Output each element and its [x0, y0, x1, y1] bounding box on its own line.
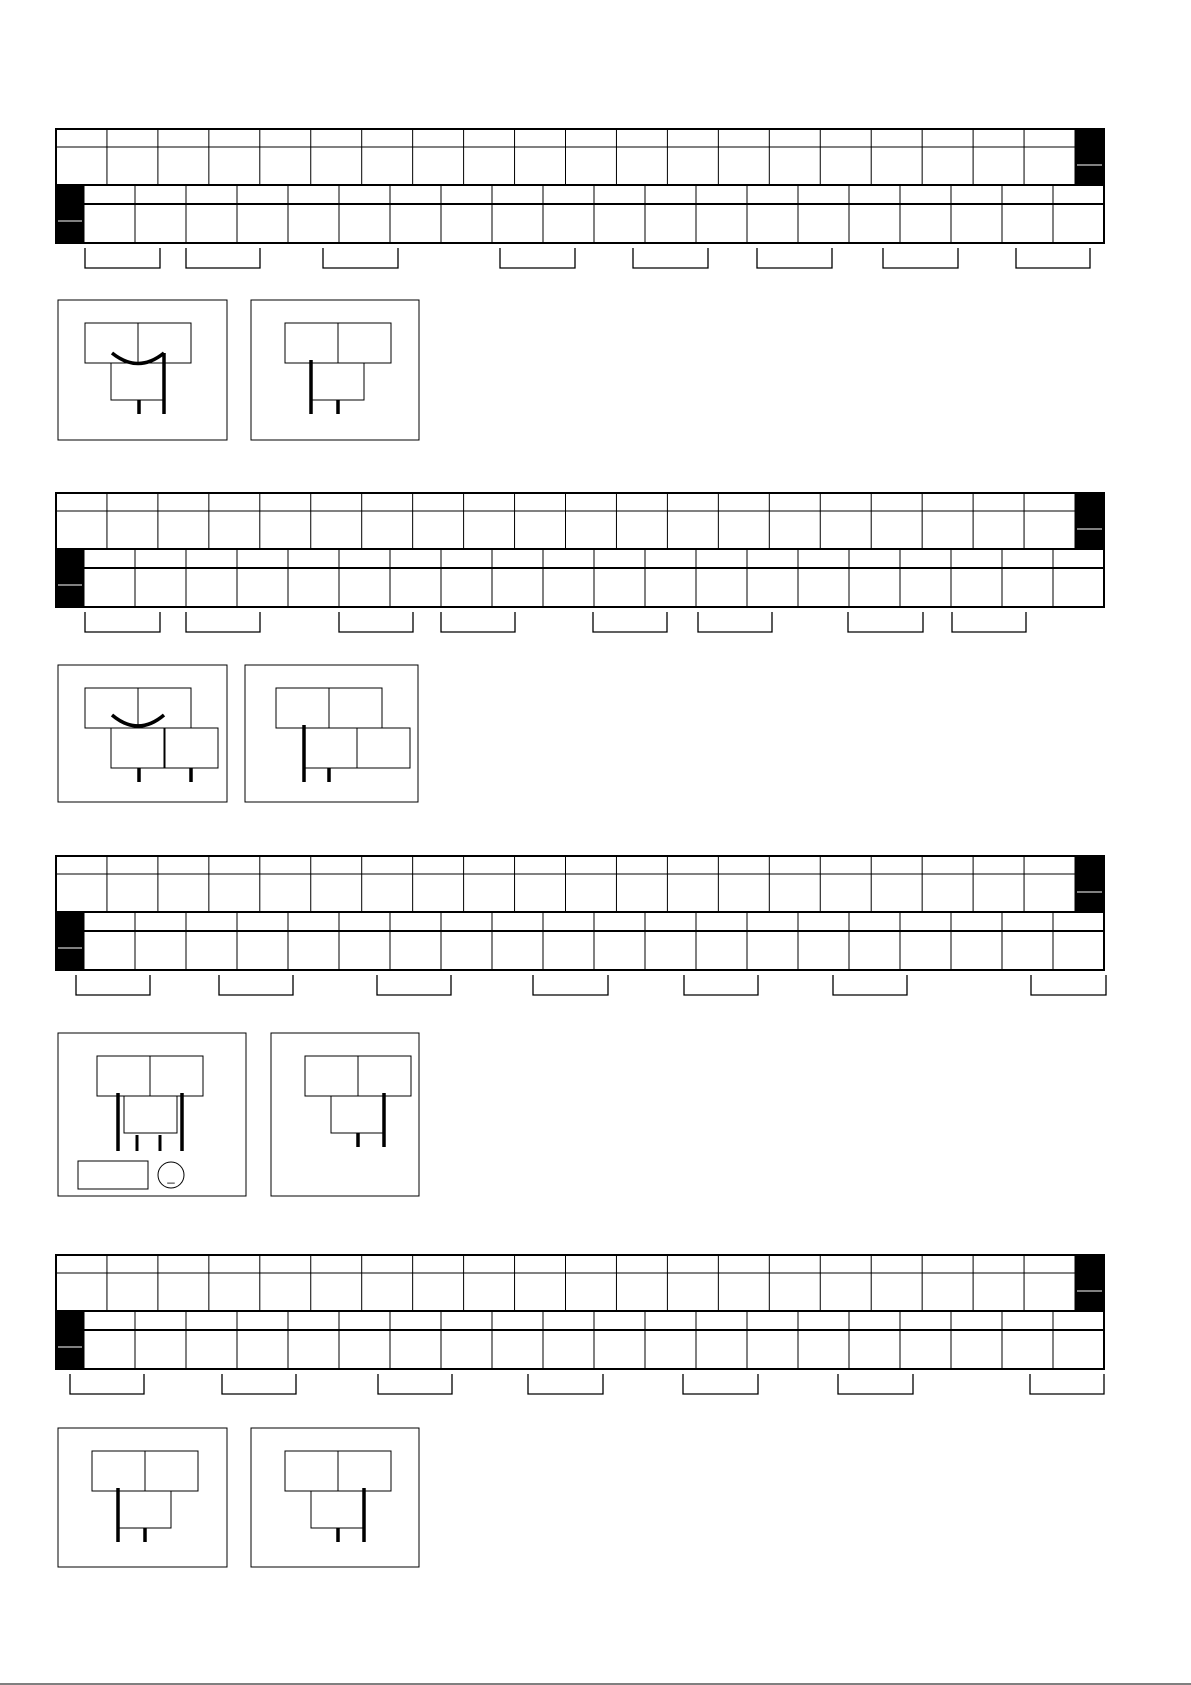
strip-end-marker-left [56, 549, 84, 607]
diagram-cell [305, 1056, 358, 1096]
bracket [838, 1374, 913, 1394]
section-3 [56, 856, 1106, 1196]
diagram-row [58, 300, 419, 440]
diagram-2b [245, 665, 418, 802]
diagram-box [58, 665, 227, 802]
bracket [683, 1374, 758, 1394]
diagram-cell [85, 688, 138, 728]
diagram-box [245, 665, 418, 802]
diagram-box [58, 1033, 246, 1196]
diagram-cell [338, 323, 391, 363]
strip-end-marker-right [1075, 493, 1104, 549]
bracket [222, 1374, 296, 1394]
bracket [533, 975, 608, 995]
section-1 [56, 129, 1104, 440]
bracket [500, 248, 575, 268]
cell-strip [56, 1255, 1104, 1369]
diagram-box [271, 1033, 419, 1196]
bracket [323, 248, 398, 268]
bracket [186, 612, 260, 632]
diagram-cell [358, 1056, 411, 1096]
diagram-inner-cell [111, 363, 164, 400]
diagram-inner-cell [124, 1096, 177, 1133]
diagram-inner-cell [331, 1096, 384, 1133]
diagram-inner-cell [111, 728, 164, 768]
bracket [833, 975, 907, 995]
diagram-key-box [78, 1161, 148, 1189]
diagram-1a [58, 300, 227, 440]
bracket [85, 248, 160, 268]
bracket [377, 975, 451, 995]
bracket [70, 1374, 144, 1394]
diagram-3a [58, 1033, 246, 1196]
strip-end-marker-left [56, 185, 84, 243]
bracket-row [85, 248, 1090, 268]
diagram-cell [329, 688, 382, 728]
strip-end-marker-left [56, 1311, 84, 1369]
diagram-4b [251, 1428, 419, 1567]
diagram-inner-cell [311, 363, 364, 400]
bracket [698, 612, 772, 632]
diagram-cell [97, 1056, 150, 1096]
diagram-inner-cell [165, 728, 218, 768]
diagram-cell [92, 1451, 145, 1491]
diagram-2a [58, 665, 227, 802]
diagram-4a [58, 1428, 227, 1567]
strip-end-marker-left [56, 912, 84, 970]
diagram-box [251, 300, 419, 440]
bracket [633, 248, 708, 268]
bracket [1030, 1374, 1104, 1394]
diagram-inner-cell [118, 1491, 171, 1528]
bracket [219, 975, 293, 995]
diagram-row [58, 665, 418, 802]
cell-strip [56, 493, 1104, 607]
diagram-key-symbol: _ [167, 1169, 175, 1184]
diagram-3b [271, 1033, 419, 1196]
bracket [952, 612, 1026, 632]
bracket [186, 248, 260, 268]
bracket [528, 1374, 603, 1394]
bracket [848, 612, 923, 632]
diagram-box [251, 1428, 419, 1567]
diagram-cell [85, 323, 138, 363]
bracket [441, 612, 515, 632]
bracket [593, 612, 667, 632]
diagram-1b [251, 300, 419, 440]
bracket [757, 248, 832, 268]
bracket [85, 612, 160, 632]
bracket [76, 975, 150, 995]
strip-end-marker-right [1075, 856, 1104, 912]
diagram-cell [145, 1451, 198, 1491]
diagram-cell [150, 1056, 203, 1096]
diagram-cell [138, 688, 191, 728]
strip-end-marker-right [1075, 1255, 1104, 1311]
bracket [684, 975, 758, 995]
diagram-cell [285, 1451, 338, 1491]
bracket-row [76, 975, 1106, 995]
diagram-box [58, 300, 227, 440]
bracket [339, 612, 413, 632]
section-4 [56, 1255, 1104, 1567]
cell-strip [56, 856, 1104, 970]
diagram-box [58, 1428, 227, 1567]
bracket [883, 248, 958, 268]
diagram-cell [276, 688, 329, 728]
bracket [1031, 975, 1106, 995]
bracket [378, 1374, 452, 1394]
diagram-row [58, 1033, 419, 1196]
bracket-row [85, 612, 1026, 632]
diagram-cell [338, 1451, 391, 1491]
cell-strip [56, 129, 1104, 243]
diagram-inner-cell [304, 728, 357, 768]
diagram-inner-cell [357, 728, 410, 768]
section-2 [56, 493, 1104, 802]
bracket [1016, 248, 1090, 268]
diagram-cell [285, 323, 338, 363]
diagram-row [58, 1428, 419, 1567]
bracket-row [70, 1374, 1104, 1394]
diagram-inner-cell [311, 1491, 364, 1528]
strip-end-marker-right [1075, 129, 1104, 185]
